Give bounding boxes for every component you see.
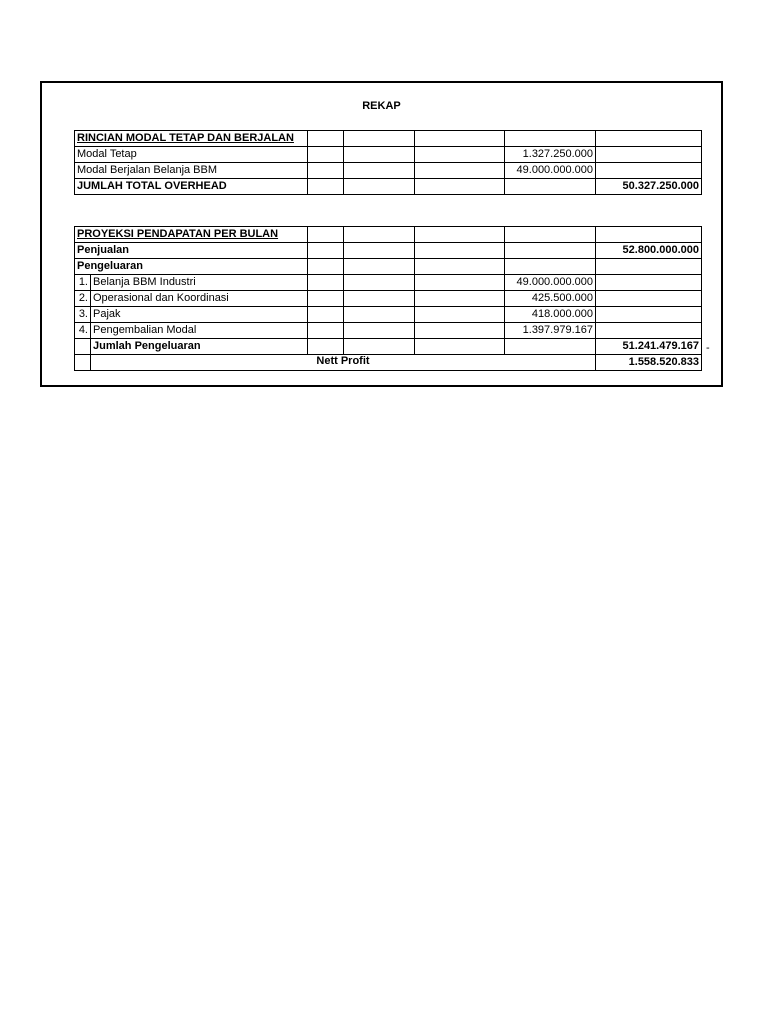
item-label: Pajak bbox=[91, 307, 308, 323]
row-amount: 1.327.250.000 bbox=[505, 147, 596, 163]
modal-table bbox=[74, 130, 702, 195]
rekap-sheet bbox=[40, 81, 723, 387]
item-amount: 1.397.979.167 bbox=[505, 323, 596, 339]
item-label: Operasional dan Koordinasi bbox=[91, 291, 308, 307]
table-row bbox=[75, 323, 702, 339]
total-label: JUMLAH TOTAL OVERHEAD bbox=[75, 179, 308, 195]
item-label: Belanja BBM Industri bbox=[91, 275, 308, 291]
penjualan-label: Penjualan bbox=[75, 243, 308, 259]
table-row bbox=[75, 227, 702, 243]
item-label: Pengembalian Modal bbox=[91, 323, 308, 339]
sheet-title: REKAP bbox=[362, 100, 401, 112]
item-number: 3. bbox=[75, 307, 91, 323]
table-row bbox=[75, 339, 702, 355]
table-row bbox=[75, 163, 702, 179]
dash-mark: - bbox=[706, 342, 710, 354]
table-row bbox=[75, 275, 702, 291]
penjualan-amount: 52.800.000.000 bbox=[596, 243, 702, 259]
table-row bbox=[75, 259, 702, 275]
table-row bbox=[75, 147, 702, 163]
section-header: RINCIAN MODAL TETAP DAN BERJALAN bbox=[75, 131, 308, 147]
table-row bbox=[75, 355, 702, 371]
proyeksi-table bbox=[74, 226, 702, 371]
pengeluaran-label: Pengeluaran bbox=[75, 259, 308, 275]
jumlah-amount: 51.241.479.167 bbox=[596, 339, 702, 355]
profit-label: Nett Profit bbox=[91, 355, 596, 371]
item-number: 4. bbox=[75, 323, 91, 339]
table-row bbox=[75, 179, 702, 195]
item-amount: 418.000.000 bbox=[505, 307, 596, 323]
item-number: 2. bbox=[75, 291, 91, 307]
total-amount: 50.327.250.000 bbox=[596, 179, 702, 195]
section-header: PROYEKSI PENDAPATAN PER BULAN bbox=[75, 227, 308, 243]
item-amount: 425.500.000 bbox=[505, 291, 596, 307]
profit-amount: 1.558.520.833 bbox=[596, 355, 702, 371]
table-row bbox=[75, 307, 702, 323]
table-row bbox=[75, 243, 702, 259]
item-number: 1. bbox=[75, 275, 91, 291]
table-row bbox=[75, 291, 702, 307]
jumlah-label: Jumlah Pengeluaran bbox=[91, 339, 308, 355]
row-amount: 49.000.000.000 bbox=[505, 163, 596, 179]
row-label: Modal Tetap bbox=[75, 147, 308, 163]
item-amount: 49.000.000.000 bbox=[505, 275, 596, 291]
row-label: Modal Berjalan Belanja BBM bbox=[75, 163, 308, 179]
table-row bbox=[75, 131, 702, 147]
